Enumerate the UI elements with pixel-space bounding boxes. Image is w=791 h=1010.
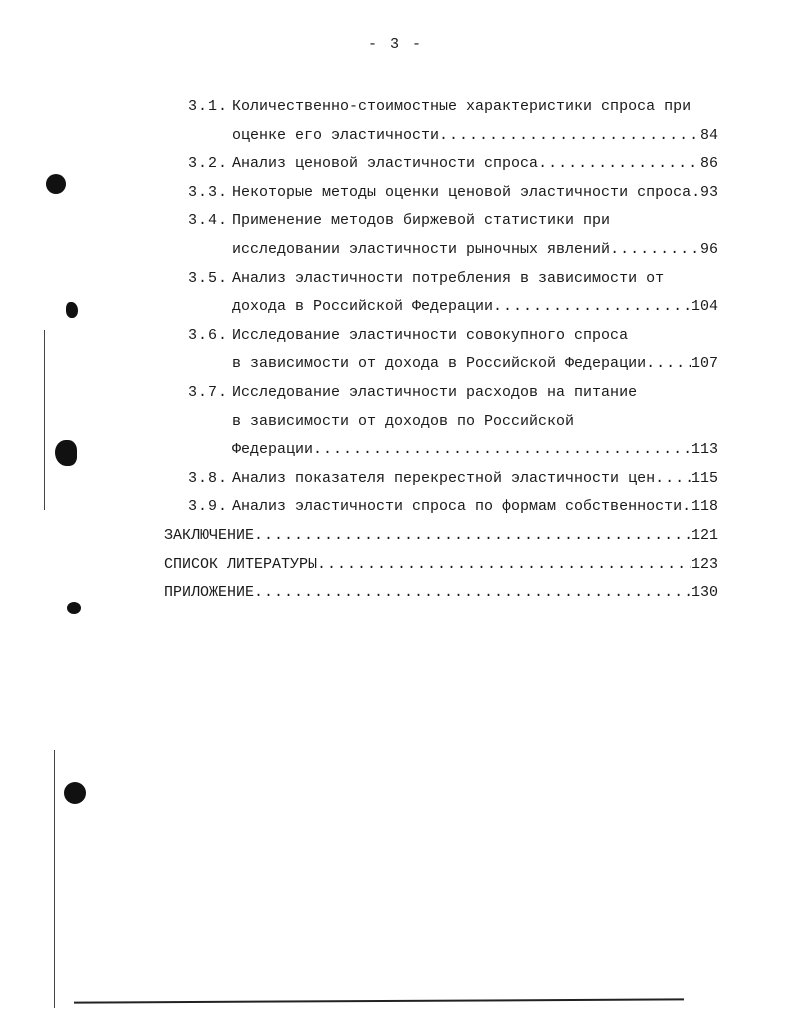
bottom-edge-line — [74, 998, 684, 1003]
toc-entry-text — [232, 464, 718, 493]
page-ref: 96 — [699, 241, 718, 258]
page-ref: 121 — [690, 527, 718, 544]
toc-entry-text — [232, 264, 718, 293]
toc-entry-text — [164, 550, 718, 579]
toc-entry-text — [232, 206, 718, 235]
toc-entry-text — [232, 349, 718, 378]
toc-entry-text — [232, 407, 718, 436]
section-number: 3.2. — [188, 155, 229, 173]
section-title: Анализ ценовой эластичности спроса — [232, 155, 539, 173]
punch-hole-mark — [64, 782, 86, 804]
dot-leader — [439, 121, 700, 150]
page-ref: 123 — [690, 555, 718, 573]
section-title: Исследование эластичности расходов на питание — [232, 384, 638, 401]
dot-leader — [646, 349, 691, 378]
toc-line — [0, 178, 718, 207]
page-ref: 86 — [699, 155, 718, 173]
section-title: Анализ эластичности спроса по формам собственности — [232, 498, 683, 516]
toc-line — [0, 206, 718, 235]
section-title: в зависимости от дохода в Российской Федерации — [232, 355, 647, 373]
section-number: 3.8. — [188, 469, 229, 487]
dot-leader — [655, 464, 691, 493]
dot-leader — [254, 521, 691, 550]
margin-line — [54, 750, 55, 1008]
toc-line — [0, 521, 718, 550]
dot-leader — [493, 292, 691, 321]
toc-entry-text — [232, 321, 718, 350]
toc-line — [0, 378, 718, 407]
toc-line — [0, 578, 718, 607]
chapter-title: СПИСОК ЛИТЕРАТУРЫ — [164, 555, 318, 573]
page-ref: 107 — [690, 355, 718, 373]
toc-line — [0, 121, 718, 150]
toc-entry-text — [232, 235, 718, 264]
toc-line — [0, 321, 718, 350]
toc-entry-text — [232, 435, 718, 464]
toc-entry-text — [232, 178, 718, 207]
page-ref: 130 — [690, 584, 718, 602]
chapter-title: ЗАКЛЮЧЕНИЕ — [164, 527, 255, 544]
section-title: Анализ эластичности потребления в зависимости от — [232, 269, 665, 287]
page-ref: 118 — [690, 498, 718, 516]
section-title: в зависимости от доходов по Российской — [232, 412, 575, 430]
page-ref: 104 — [690, 298, 718, 316]
page-number: - 3 - — [367, 36, 423, 53]
dot-leader — [682, 492, 691, 521]
toc-entry-text — [232, 149, 718, 178]
toc-line — [0, 264, 718, 293]
page-ref: 93 — [699, 183, 718, 201]
section-title: дохода в Российской Федерации — [232, 298, 494, 316]
toc-line — [0, 550, 718, 579]
page-ref: 113 — [690, 441, 718, 459]
toc-entry-text — [232, 492, 718, 521]
section-number: 3.6. — [188, 326, 229, 344]
section-number: 3.5. — [188, 269, 229, 287]
section-number: 3.3. — [188, 183, 229, 201]
section-number: 3.9. — [188, 498, 229, 516]
toc-entry-text — [232, 292, 718, 321]
dot-leader — [254, 578, 691, 607]
toc-line — [0, 407, 718, 436]
chapter-title: ПРИЛОЖЕНИЕ — [164, 584, 255, 602]
page-ref: 115 — [690, 469, 718, 487]
section-number: 3.1. — [188, 98, 229, 115]
toc-line — [0, 349, 718, 378]
toc-entry-text — [232, 121, 718, 150]
toc-line — [0, 435, 718, 464]
section-title: оценке его эластичности — [232, 126, 440, 144]
section-title: исследовании эластичности рыночных явлений — [232, 241, 611, 258]
dot-leader — [610, 235, 700, 264]
toc-entry-text — [232, 378, 718, 407]
page-ref: 84 — [699, 126, 718, 144]
dot-leader — [313, 435, 691, 464]
section-title: Анализ показателя перекрестной эластичности цен — [232, 469, 656, 487]
section-title: Исследование эластичности совокупного спроса — [232, 326, 629, 344]
section-title: Некоторые методы оценки ценовой эластичности спроса — [232, 183, 692, 201]
dot-leader — [538, 149, 700, 178]
section-title: Количественно-стоимостные характеристики спроса при — [232, 98, 692, 115]
toc-entry-text — [164, 578, 718, 607]
section-number: 3.4. — [188, 212, 229, 230]
toc-line — [0, 92, 718, 121]
toc-line — [0, 149, 718, 178]
toc-line — [0, 492, 718, 521]
dot-leader — [317, 550, 691, 579]
toc-line — [0, 235, 718, 264]
section-number: 3.7. — [188, 384, 229, 401]
toc-entry-text — [232, 92, 718, 121]
dot-leader — [691, 178, 700, 207]
toc-line — [0, 464, 718, 493]
toc-line — [0, 292, 718, 321]
toc-entry-text — [164, 521, 718, 550]
section-title: Федерации — [232, 441, 314, 459]
section-title: Применение методов биржевой статистики при — [232, 212, 611, 230]
